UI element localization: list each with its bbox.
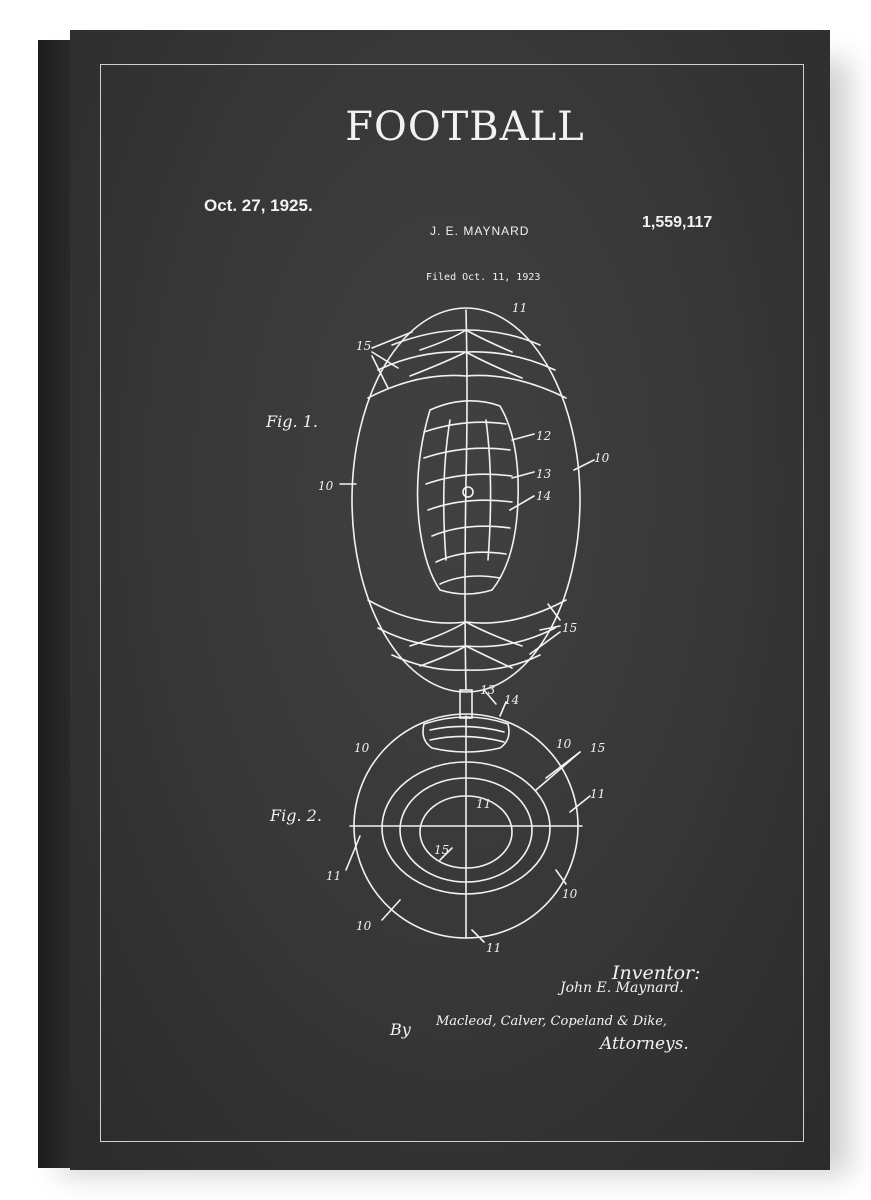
poster-title: FOOTBALL: [345, 104, 585, 150]
ref-14-fig2: 14: [504, 693, 520, 707]
ref-11-fig2-right: 11: [590, 787, 606, 801]
ref-12: 12: [536, 429, 552, 443]
inventor-label: Inventor:: [612, 962, 701, 984]
attorneys-label: Attorneys.: [600, 1034, 689, 1054]
ref-10-fig2-right: 10: [556, 737, 572, 751]
patent-number: 1,559,117: [642, 214, 713, 231]
fig1-label: Fig. 1.: [266, 412, 318, 431]
ref-11-top: 11: [512, 301, 528, 315]
attorney-names: Macleod, Calver, Copeland & Dike,: [436, 1014, 668, 1029]
inventor-name: J. E. MAYNARD: [430, 224, 530, 238]
ref-11-fig2-center: 11: [476, 797, 492, 811]
ref-15-top: 15: [356, 339, 372, 353]
inventor-signature: John E. Maynard.: [560, 980, 684, 996]
patent-date: Oct. 27, 1925.: [204, 196, 313, 215]
ref-10-fig2-bottom: 10: [356, 919, 372, 933]
ref-15-fig2-center: 15: [434, 843, 450, 857]
ref-11-fig2-left: 11: [326, 869, 342, 883]
ref-13-fig2: 13: [480, 683, 496, 697]
ref-15-fig2: 15: [590, 741, 606, 755]
ref-10-right: 10: [594, 451, 610, 465]
fig2-label: Fig. 2.: [270, 806, 322, 825]
ref-10-fig2-lower: 10: [562, 887, 578, 901]
ref-10-fig2-left: 10: [354, 741, 370, 755]
ref-13: 13: [536, 467, 552, 481]
fig2-football: [346, 690, 590, 942]
ref-10-left: 10: [318, 479, 334, 493]
ref-15-bottom: 15: [562, 621, 578, 635]
by-label: By: [390, 1020, 411, 1039]
ref-11-fig2-bottom: 11: [486, 941, 502, 955]
filed-date: Filed Oct. 11, 1923: [426, 272, 541, 283]
ref-14: 14: [536, 489, 552, 503]
fig1-football: [340, 308, 594, 692]
